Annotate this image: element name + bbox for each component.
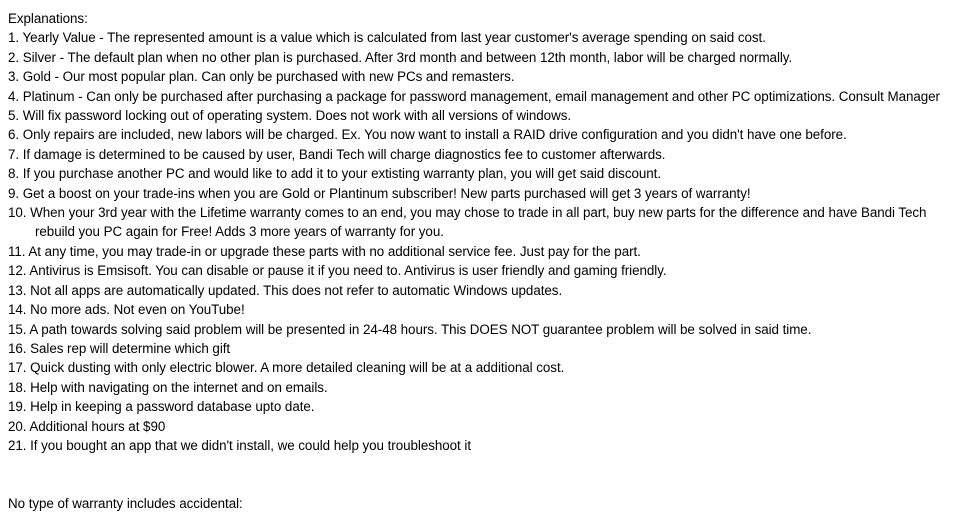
list-item-7: [8, 145, 974, 164]
item-text: Additional hours at $90: [29, 418, 166, 434]
list-item-2: [8, 48, 974, 67]
warranty-exclusion-heading: No type of warranty includes accidental:: [8, 496, 243, 512]
list-item-8: [8, 164, 974, 183]
list-item-10: [8, 203, 974, 222]
item-text: Not all apps are automatically updated. This does not refer to automatic Windows updates.: [30, 282, 563, 298]
item-text: Antivirus is Emsisoft. You can disable or pause it if you need to. Antivirus is user friendly and gaming friendly.: [29, 263, 667, 279]
list-item-18: [8, 378, 974, 397]
item-number: 5.: [8, 108, 20, 124]
item-number: 8.: [8, 166, 20, 182]
list-item-13: [8, 281, 974, 300]
explanations-list: [8, 28, 974, 455]
item-number: 17.: [8, 360, 27, 376]
item-text: If damage is determined to be caused by user, Bandi Tech will charge diagnostics fee to customer afterwards.: [22, 146, 666, 162]
item-text: Help with navigating on the internet and on emails.: [30, 379, 328, 395]
item-text: Silver - The default plan when no other plan is purchased. After 3rd month and between 12th month, labor will be charged normally.: [22, 49, 793, 65]
item-number: 4.: [8, 88, 20, 104]
list-item-14: [8, 300, 974, 319]
blank-spacer: [8, 455, 974, 494]
item-text: Will fix password locking out of operating system. Does not work with all versions of windows.: [22, 108, 572, 124]
item-number: 12.: [8, 263, 27, 279]
item-text: Gold - Our most popular plan. Can only be purchased with new PCs and remasters.: [22, 69, 515, 85]
item-number: 16.: [8, 340, 27, 356]
item-text: Only repairs are included, new labors will be charged. Ex. You now want to install a RAID drive configuration and you didn't have one before.: [22, 127, 847, 143]
list-item-1: [8, 28, 974, 47]
item-text: If you purchase another PC and would like to add it to your extisting warranty plan, you will get said discount.: [22, 166, 662, 182]
item-number: 1.: [8, 30, 20, 46]
item-number: 9.: [8, 185, 20, 201]
item-number: 13.: [8, 282, 27, 298]
item-text: Help in keeping a password database upto date.: [30, 399, 315, 415]
item-number: 19.: [8, 399, 27, 415]
list-item-19: [8, 397, 974, 416]
item-text: A path towards solving said problem will be presented in 24-48 hours. This DOES NOT guarantee problem will be solved in said time.: [29, 321, 812, 337]
item-text: Get a boost on your trade-ins when you are Gold or Plantinum subscriber! New parts purchased will get 3 years of warranty!: [22, 185, 751, 201]
list-item-15: [8, 320, 974, 339]
item-number: 21.: [8, 437, 27, 453]
list-item-6: [8, 125, 974, 144]
list-item-9: [8, 184, 974, 203]
list-item-20: [8, 417, 974, 436]
explanations-document: [8, 9, 974, 514]
item-text: Yearly Value - The represented amount is a value which is calculated from last year customer's average spending on said cost.: [22, 30, 766, 46]
item-number: 10.: [8, 205, 27, 221]
item-number: 6.: [8, 127, 20, 143]
list-item-5: [8, 106, 974, 125]
item-text: At any time, you may trade-in or upgrade these parts with no additional service fee. Just pay for the part.: [28, 243, 641, 259]
item-number: 3.: [8, 69, 20, 85]
item-number: 18.: [8, 379, 27, 395]
item-number: 14.: [8, 302, 27, 318]
item-number: 2.: [8, 49, 20, 65]
list-item-12: [8, 261, 974, 280]
list-item-11: [8, 242, 974, 261]
item-text: If you bought an app that we didn't install, we could help you troubleshoot it: [30, 437, 471, 453]
item-text: Quick dusting with only electric blower. A more detailed cleaning will be at a additional cost.: [30, 360, 565, 376]
list-item-17: [8, 358, 974, 377]
list-item-3: [8, 67, 974, 86]
list-item-16: [8, 339, 974, 358]
item-text: Platinum - Can only be purchased after purchasing a package for password management, email management and other PC optimizations. Consult Manager: [22, 88, 940, 104]
item-number: 11.: [8, 243, 26, 259]
item-text: When your 3rd year with the Lifetime warranty comes to an end, you may chose to trade in all part, buy new parts for the difference and have Bandi Tech: [30, 205, 927, 221]
list-item-21: [8, 436, 974, 455]
item-number: 15.: [8, 321, 27, 337]
item-text: Sales rep will determine which gift: [30, 340, 231, 356]
list-item-10-continuation: rebuild you PC again for Free! Adds 3 more years of warranty for you.: [35, 224, 444, 240]
item-number: 20.: [8, 418, 27, 434]
explanations-heading: Explanations:: [8, 11, 88, 26]
item-text: No more ads. Not even on YouTube!: [30, 302, 245, 318]
list-item-4: [8, 87, 974, 106]
item-number: 7.: [8, 146, 20, 162]
